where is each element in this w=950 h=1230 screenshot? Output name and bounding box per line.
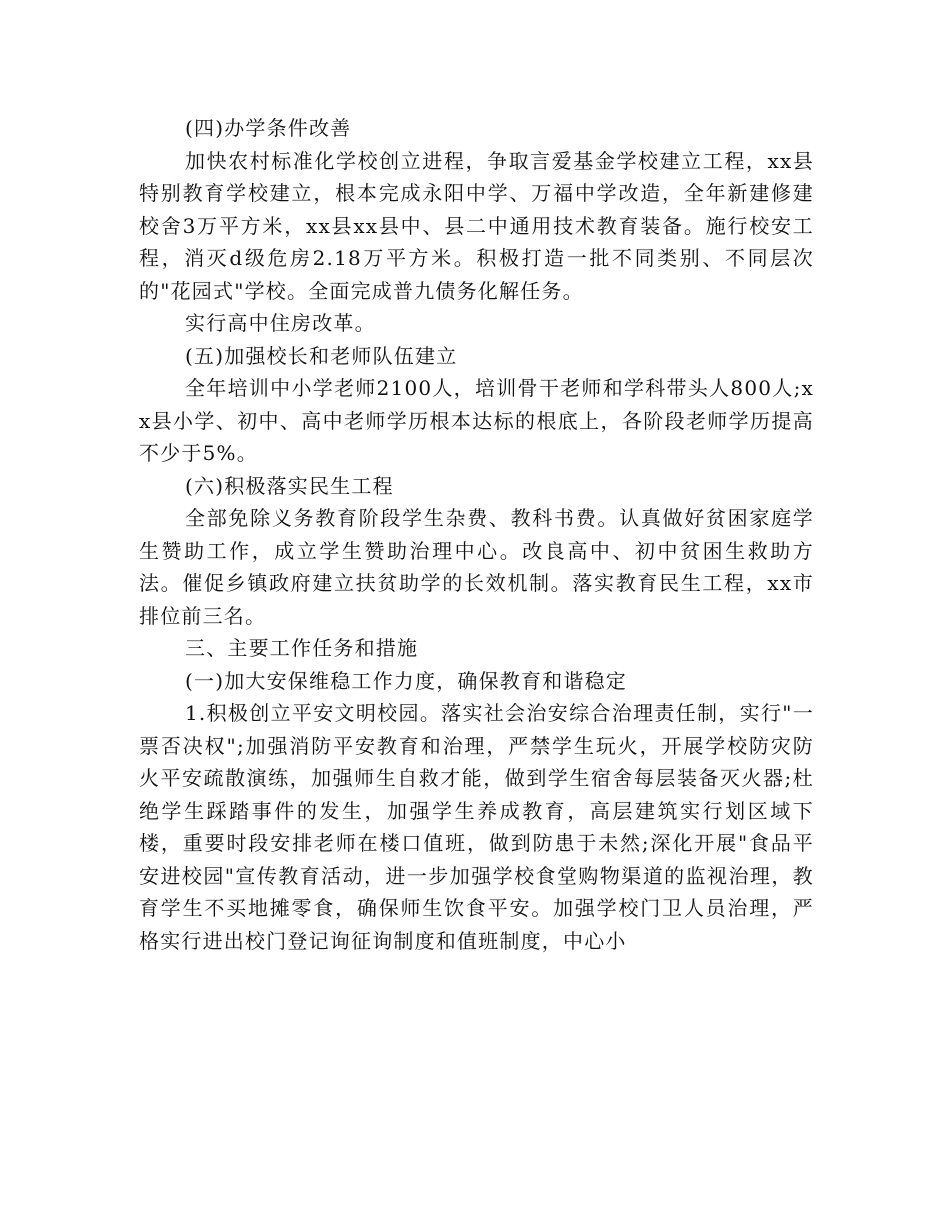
paragraph-livelihood: 全部免除义务教育阶段学生杂费、教科书费。认真做好贫困家庭学生赞助工作，成立学生赞助治理中心。改良高中、初中贫困生救助方法。催促乡镇政府建立扶贫助学的长效机制。落实教育民生工程，xx市排位前三名。 (139, 506, 814, 628)
section-heading-4: (四)办学条件改善 (185, 116, 352, 140)
paragraph-housing-reform: 实行高中住房改革。 (185, 311, 376, 335)
subsection-heading-1: (一)加大安保维稳工作力度，确保教育和谐稳定 (185, 668, 628, 693)
chapter-heading-3: 三、主要工作任务和措施 (185, 636, 419, 660)
section-heading-6: (六)积极落实民生工程 (185, 473, 394, 498)
section-heading-5: (五)加强校长和老师队伍建立 (185, 343, 458, 368)
paragraph-safe-campus: 1.积极创立平安文明校园。落实社会治安综合治理责任制，实行"一票否决权";加强消防平安教育和治理，严禁学生玩火，开展学校防灾防火平安疏散演练，加强师生自救才能，做到学生宿舍每层装备灭火器;杜绝学生踩踏事件的发生，加强学生养成教育，高层建筑实行划区域下楼，重要时段安排老师在楼口值班，做到防患于未然;深化开展"食品平安进校园"宣传教育活动，进一步加强学校食堂购物渠道的监视治理，教育学生不买地摊零食，确保师生饮食平安。加强学校门卫人员治理，严格实行进出校门登记询征询制度和值班制度，中心小 (139, 701, 814, 953)
document-body (139, 112, 814, 957)
paragraph-school-conditions: 加快农村标准化学校创立进程，争取言爱基金学校建立工程，xx县特别教育学校建立，根本完成永阳中学、万福中学改造，全年新建修建校舍3万平方米，xx县xx县中、县二中通用技术教育装备。施行校安工程，消灭d级危房2.18万平方米。积极打造一批不同类别、不同层次的"花园式"学校。全面完成普九债务化解任务。 (139, 148, 814, 303)
paragraph-teacher-training: 全年培训中小学老师2100人，培训骨干老师和学科带头人800人;xx县小学、初中、高中老师学历根本达标的根底上，各阶段老师学历提高不少于5%。 (139, 376, 814, 465)
